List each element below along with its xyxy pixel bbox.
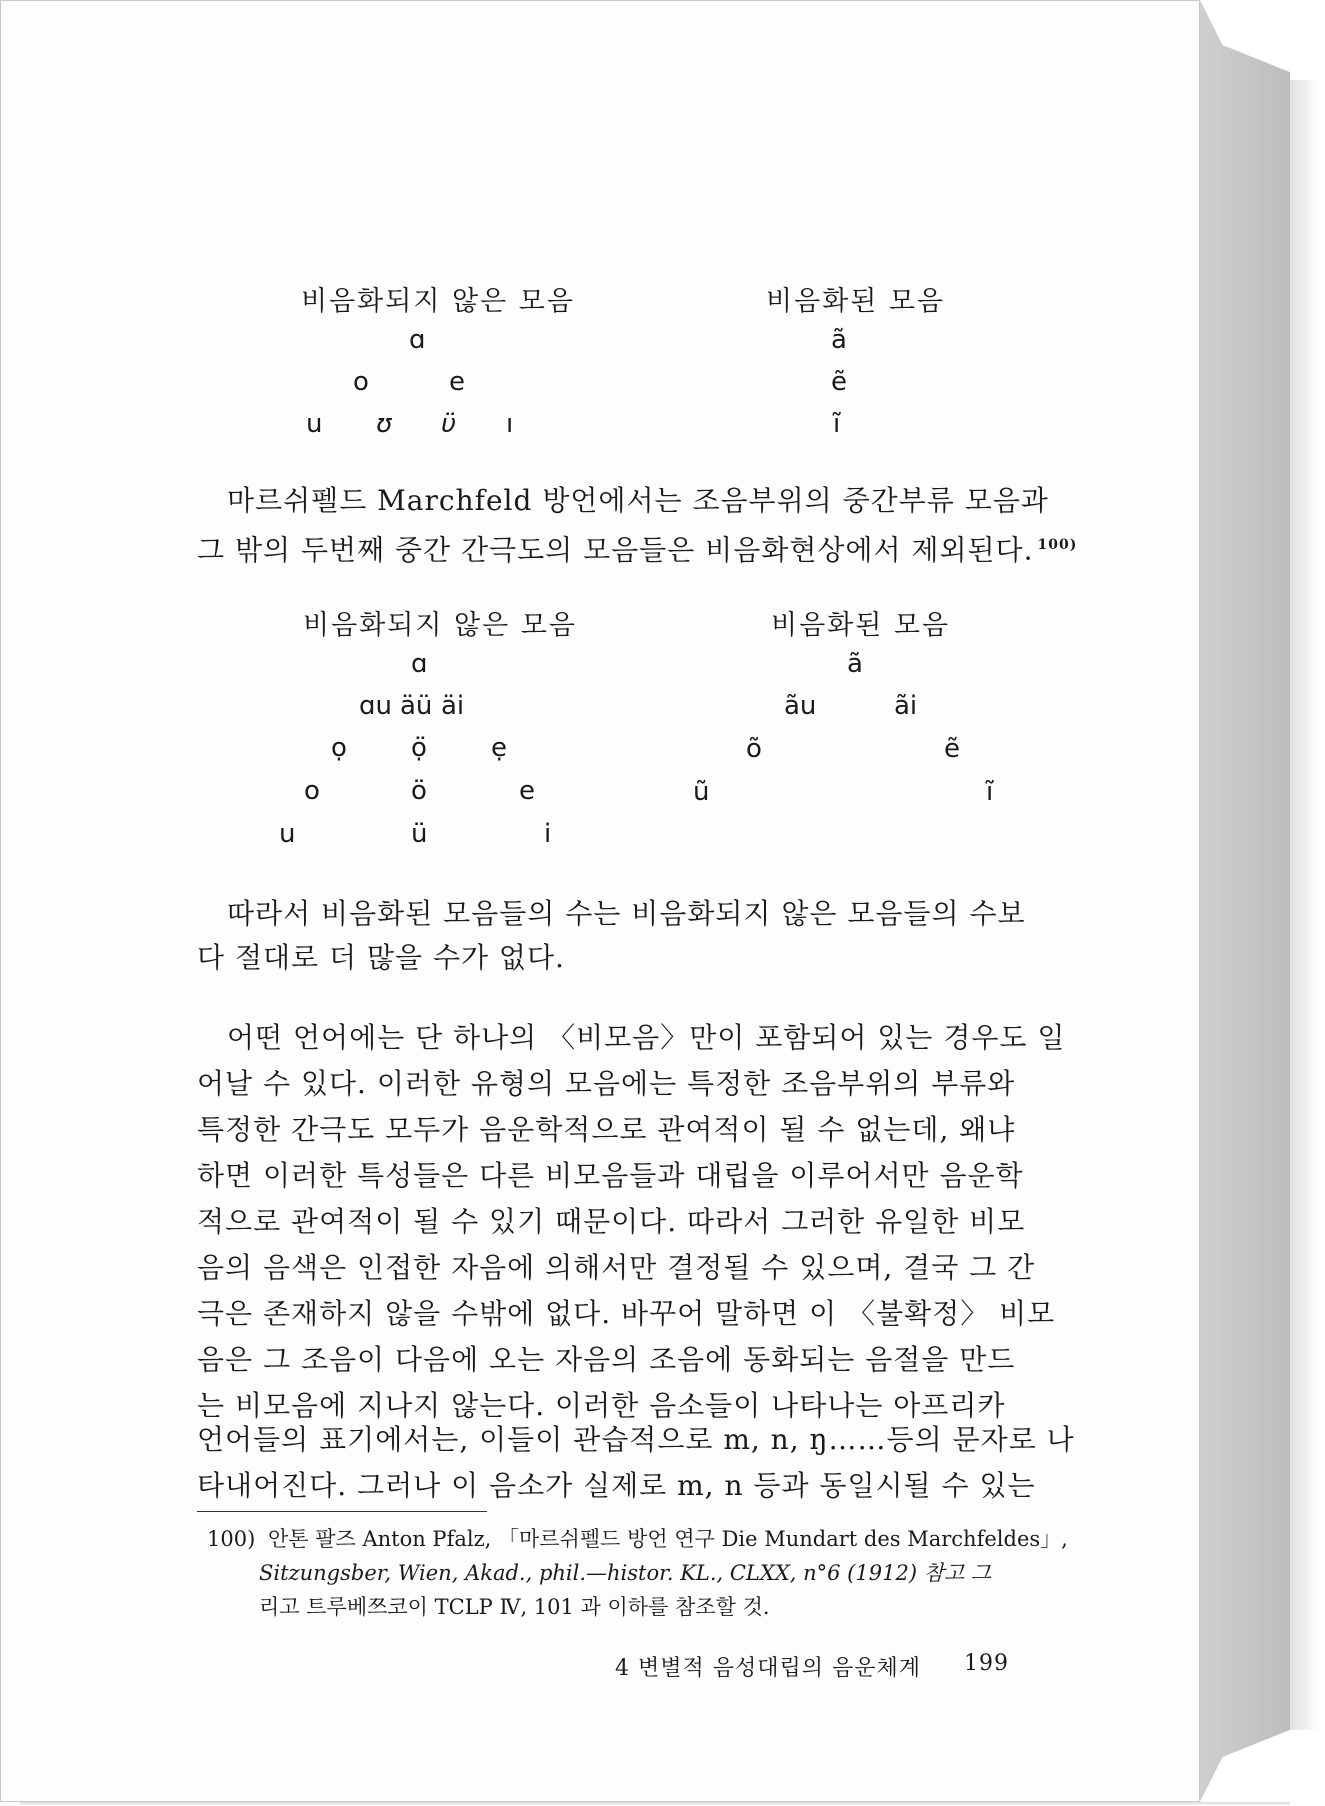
vowel2-u: u [279, 819, 296, 849]
table1-header-non-nasal: 비음화되지 않은 모음 [301, 286, 575, 317]
para3-line: 극은 존재하지 않을 수밖에 없다. 바꾸어 말하면 이 〈불확정〉 비모 [197, 1297, 1056, 1330]
footnote-line2: Sitzungsber, Wien, Akad., phil.—histor. KL., CLXX, n°6 (1912) 참고 그 [259, 1561, 992, 1585]
vowel2-a: ɑ [411, 649, 428, 679]
nasal2-ai: ãi [894, 691, 918, 721]
vowel-upsilon: ʊ [376, 409, 393, 439]
table2-header-nasal: 비음화된 모음 [771, 610, 951, 641]
para3-line: 타내어진다. 그러나 이 음소가 실제로 m, n 등과 동일시될 수 있는 [197, 1469, 1036, 1502]
para3-line: 특정한 간극도 모두가 음운학적으로 관여적이 될 수 없는데, 왜냐 [197, 1113, 1016, 1146]
vowel2-oe: ö [411, 776, 427, 806]
page-number: 199 [964, 1651, 1009, 1676]
vowel2-o: o [304, 776, 320, 806]
vowel2-e-closed: ẹ [491, 733, 507, 763]
vowel-u: u [306, 409, 323, 439]
para3-line: 는 비모음에 지나지 않는다. 이러한 음소들이 나타나는 아프리카 [197, 1389, 1006, 1422]
vowel2-au: ɑu [359, 691, 392, 721]
vowel2-oe-closed: ọ̈ [411, 733, 427, 763]
nasal-vowel-e: ẽ [831, 367, 847, 397]
para3-line: 하면 이러한 특성들은 다른 비모음들과 대립을 이루어서만 음운학 [197, 1159, 1024, 1192]
para2-line2: 다 절대로 더 많을 수가 없다. [197, 941, 565, 974]
table2-header-non-nasal: 비음화되지 않은 모음 [303, 610, 577, 641]
para2-line1: 따라서 비음화된 모음들의 수는 비음화되지 않은 모음들의 수보 [227, 897, 1026, 930]
para3-line: 언어들의 표기에서는, 이들이 관습적으로 m, n, ŋ……등의 문자로 나 [197, 1423, 1075, 1456]
vowel-e: e [449, 367, 465, 397]
vowel-i: ı [506, 409, 514, 439]
footnote-line1-text: 안톤 팔즈 Anton Pfalz, 「마르쉬펠드 방언 연구 Die Mundart des Marchfeldes」, [267, 1527, 1068, 1551]
nasal2-i: ĩ [986, 777, 994, 807]
para1-line2 [197, 525, 1078, 570]
page-stack-edge [1200, 0, 1290, 1802]
vowel-o: o [353, 367, 369, 397]
vowel-a: ɑ [409, 325, 426, 355]
vowel2-o-closed: ọ [331, 733, 347, 763]
para1-line1: 마르쉬펠드 Marchfeld 방언에서는 조음부위의 중간부류 모음과 [227, 484, 1049, 517]
para3-line: 음의 음색은 인접한 자음에 의해서만 결정될 수 있으며, 결국 그 간 [197, 1251, 1036, 1284]
footnote-ref-100: 100) [1037, 537, 1078, 553]
vowel2-i: i [544, 819, 552, 849]
page-shadow-bottom [20, 1802, 1290, 1806]
nasal2-a: ã [847, 649, 863, 679]
footnote-rule [197, 1511, 487, 1512]
para3-line: 어떤 언어에는 단 하나의 〈비모음〉만이 포함되어 있는 경우도 일 [227, 1021, 1066, 1054]
vowel2-aei: äi [441, 691, 465, 721]
vowel2-e: e [519, 776, 535, 806]
table1-header-nasal: 비음화된 모음 [766, 286, 946, 317]
nasal-vowel-a: ã [831, 325, 847, 355]
nasal2-au: ãu [784, 691, 817, 721]
footnote-line3: 리고 트루베쯔코이 TCLP Ⅳ, 101 과 이하를 참조할 것. [259, 1595, 770, 1619]
vowel2-aeu: äü [400, 691, 433, 721]
page-shadow-right [1290, 80, 1320, 1730]
para1-line2-text: 그 밖의 두번째 중간 간극도의 모음들은 비음화현상에서 제외된다. [197, 533, 1034, 567]
para3-line: 적으로 관여적이 될 수 있기 때문이다. 따라서 그러한 유일한 비모 [197, 1205, 1026, 1238]
footnote-number: 100) [207, 1527, 256, 1551]
para3-line: 음은 그 조음이 다음에 오는 자음의 조음에 동화되는 음절을 만드 [197, 1343, 1016, 1376]
footnote-line1 [207, 1523, 1068, 1553]
nasal2-u: ũ [693, 777, 710, 807]
running-footer-chapter: 4 변별적 음성대립의 음운체계 [615, 1656, 922, 1681]
nasal2-e: ẽ [944, 734, 960, 764]
vowel2-ue: ü [411, 819, 428, 849]
nasal-vowel-i: ĩ [833, 409, 841, 439]
para3-line: 어날 수 있다. 이러한 유형의 모음에는 특정한 조음부위의 부류와 [197, 1067, 1016, 1100]
vowel-upsilon-umlaut: ϋ [441, 409, 457, 439]
nasal2-o: õ [746, 734, 762, 764]
